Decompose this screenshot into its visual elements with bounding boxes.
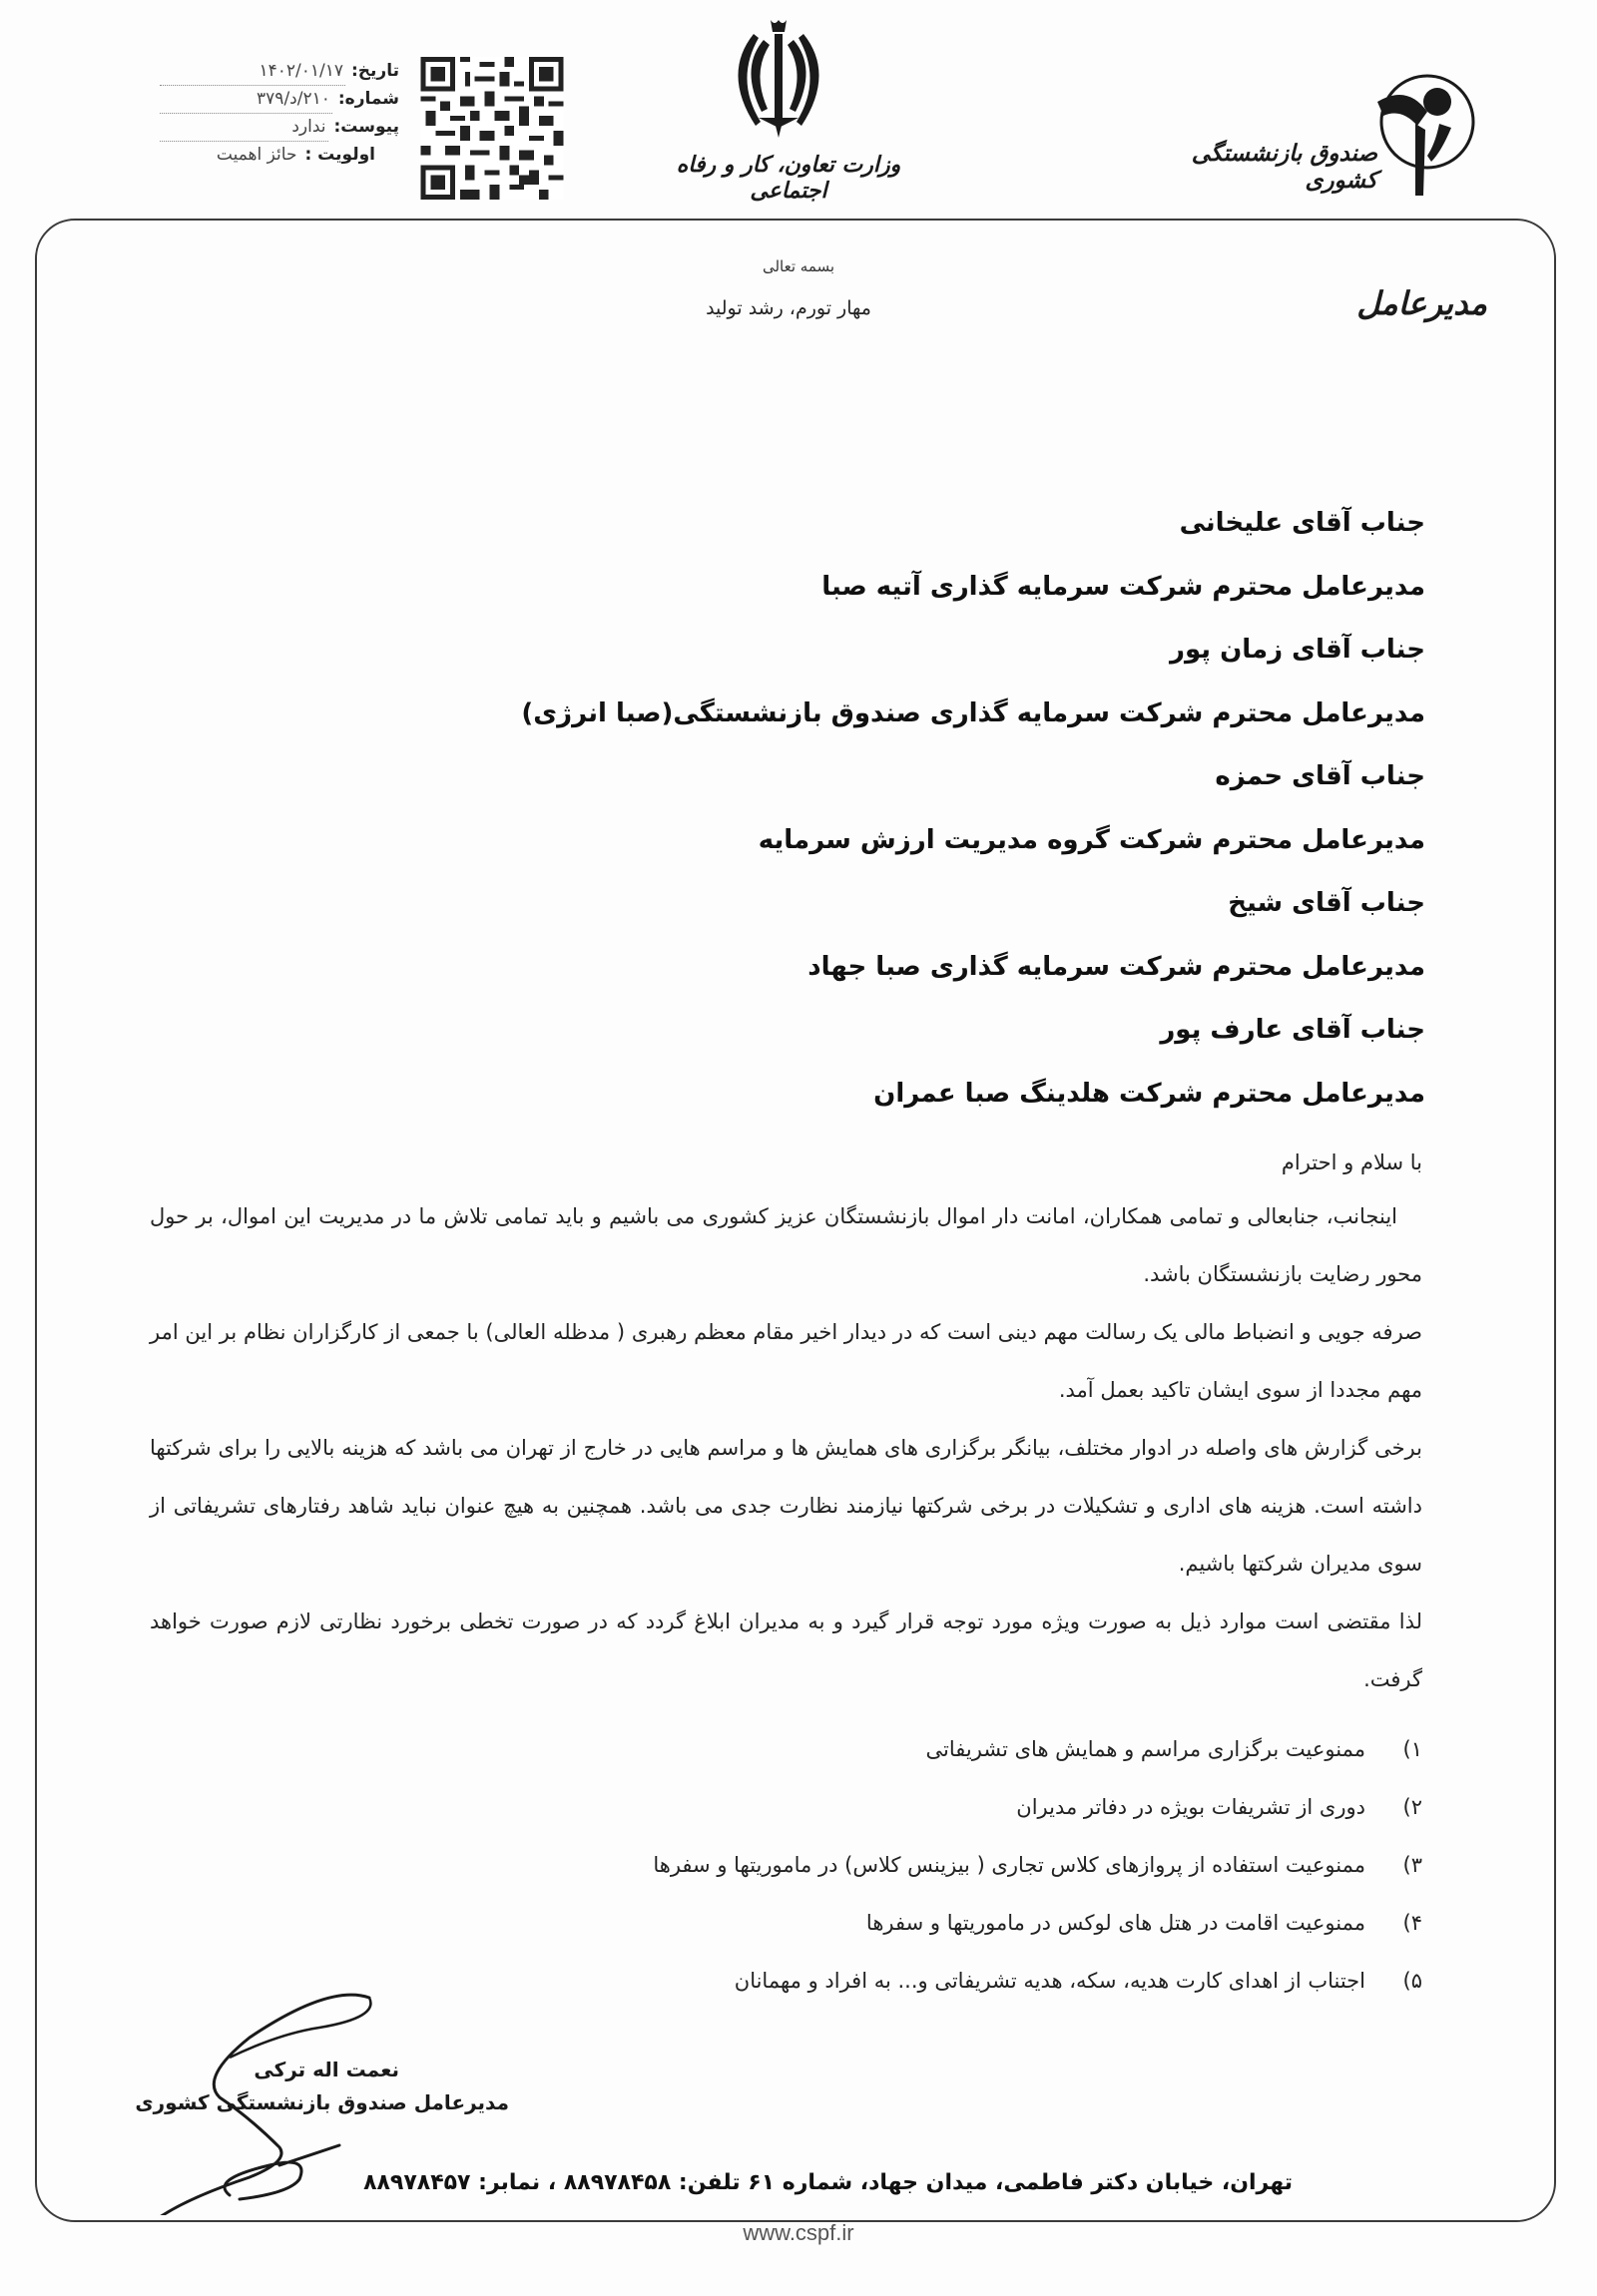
- list-text: اجتناب از اهدای کارت هدیه، سکه، هدیه تشریفاتی و... به افراد و مهمانان: [734, 1969, 1365, 1993]
- website-link[interactable]: www.cspf.ir: [743, 2220, 854, 2245]
- list-number: ۲): [1402, 1795, 1422, 1819]
- date-label: تاریخ:: [351, 61, 399, 81]
- attachment-row: [160, 114, 399, 142]
- number-label: شماره:: [337, 89, 399, 109]
- list-text: ممنوعیت برگزاری مراسم و همایش های تشریفاتی: [925, 1737, 1365, 1761]
- priority-row: [160, 142, 399, 169]
- address-line: تهران، خیابان دکتر فاطمی، میدان جهاد، شماره ۶۱ تلفن: ۸۸۹۷۸۴۵۸ ، نمابر: ۸۸۹۷۸۴۵۷: [363, 2170, 1293, 2195]
- greeting: با سلام و احترام: [1281, 1150, 1422, 1174]
- list-number: ۳): [1402, 1853, 1422, 1877]
- recipient-line: جناب آقای علیخانی: [1179, 508, 1425, 538]
- list-item: [150, 1894, 1422, 1952]
- recipient-line: مدیرعامل محترم شرکت سرمایه گذاری صندوق بازنشستگی(صبا انرژی): [521, 697, 1425, 728]
- paragraph: اینجانب، جنابعالی و تمامی همکاران، امانت دار اموال بازنشستگان عزیز کشوری می باشیم و باید تمامی تلاش ما در مدیریت این اموال، بر حول محور رضایت بازنشستگان باشد.: [150, 1204, 1422, 1286]
- paragraph: صرفه جویی و انضباط مالی یک رسالت مهم دینی است که در دیدار اخیر مقام معظم رهبری ( مدظله العالی) با جمعی از کارگزاران نظام بر این امر مهم مجددا از سوی ایشان تاکید بعمل آمد.: [150, 1320, 1422, 1402]
- fund-name: صندوق بازنشستگی کشوری: [1191, 140, 1377, 194]
- list-number: ۱): [1402, 1737, 1422, 1761]
- signer-title: مدیرعامل صندوق بازنشستگی کشوری: [135, 2090, 509, 2114]
- list-text: ممنوعیت استفاده از پروازهای کلاس تجاری ( بیزینس کلاس) در ماموریتها و سفرها: [653, 1853, 1365, 1877]
- letter-body: [150, 1138, 1422, 2010]
- attachment-value: ندارد: [160, 114, 328, 142]
- year-slogan: مهار تورم، رشد تولید: [706, 297, 871, 319]
- priority-label: اولویت :: [304, 145, 375, 165]
- recipient-line: جناب آقای زمان پور: [1170, 635, 1425, 665]
- paragraph: لذا مقتضی است موارد ذیل به صورت ویژه مورد توجه قرار گیرد و به مدیران ابلاغ گردد که در صورت تخطی برخورد نظارتی لازم صورت خواهد گرفت.: [150, 1609, 1422, 1691]
- list-item: [150, 1778, 1422, 1836]
- priority-value: حائز اهمیت: [216, 145, 297, 165]
- directives-list: [150, 1720, 1422, 2010]
- national-emblem-icon: [734, 18, 823, 143]
- paragraph: برخی گزارش های واصله در ادوار مختلف، بیانگر برگزاری های همایش ها و مراسم هایی در خارج از تهران می باشد که هزینه بالایی را برای شرکتها داشته است. هزینه های اداری و تشکیلات در برخی شرکتها نیازمند نظارت جدی می باشد. همچنین به هیچ عنوان نباید شاهد رفتارهای تشریفاتی از سوی مدیران شرکتها باشیم.: [150, 1436, 1422, 1576]
- recipient-line: جناب آقای حمزه: [1215, 761, 1425, 791]
- letter-meta: [160, 58, 399, 169]
- list-number: ۴): [1402, 1911, 1422, 1935]
- recipient-line: مدیرعامل محترم شرکت سرمایه گذاری آتیه صبا: [821, 571, 1425, 602]
- role-title: مدیرعامل: [1356, 284, 1487, 322]
- recipient-line: مدیرعامل محترم شرکت گروه مدیریت ارزش سرمایه: [758, 824, 1425, 855]
- date-value: ۱۴۰۲/۰۱/۱۷: [160, 58, 345, 86]
- ministry-name: وزارت تعاون، کار و رفاه اجتماعی: [676, 152, 901, 204]
- recipients-list: [427, 492, 1425, 1126]
- recipient-line: جناب آقای شیخ: [1228, 888, 1425, 918]
- list-item: [150, 1720, 1422, 1778]
- recipient-line: جناب آقای عارف پور: [1160, 1015, 1425, 1045]
- list-text: ممنوعیت اقامت در هتل های لوکس در ماموریتها و سفرها: [865, 1911, 1365, 1935]
- number-row: [160, 86, 399, 114]
- list-number: ۵): [1402, 1969, 1422, 1993]
- signer-name: نعمت اله ترکی: [254, 2058, 399, 2081]
- list-text: دوری از تشریفات بویژه در دفاتر مدیران: [1016, 1795, 1365, 1819]
- attachment-label: پیوست:: [333, 117, 399, 137]
- number-value: ۲۱۰/د/۳۷۹: [160, 86, 332, 114]
- date-row: [160, 58, 399, 86]
- list-item: [150, 1836, 1422, 1894]
- qr-code-icon: [419, 57, 565, 200]
- recipient-line: مدیرعامل محترم شرکت سرمایه گذاری صبا جهاد: [807, 951, 1425, 982]
- recipient-line: مدیرعامل محترم شرکت هلدینگ صبا عمران: [873, 1078, 1425, 1109]
- bismillah: بسمه تعالی: [762, 257, 835, 275]
